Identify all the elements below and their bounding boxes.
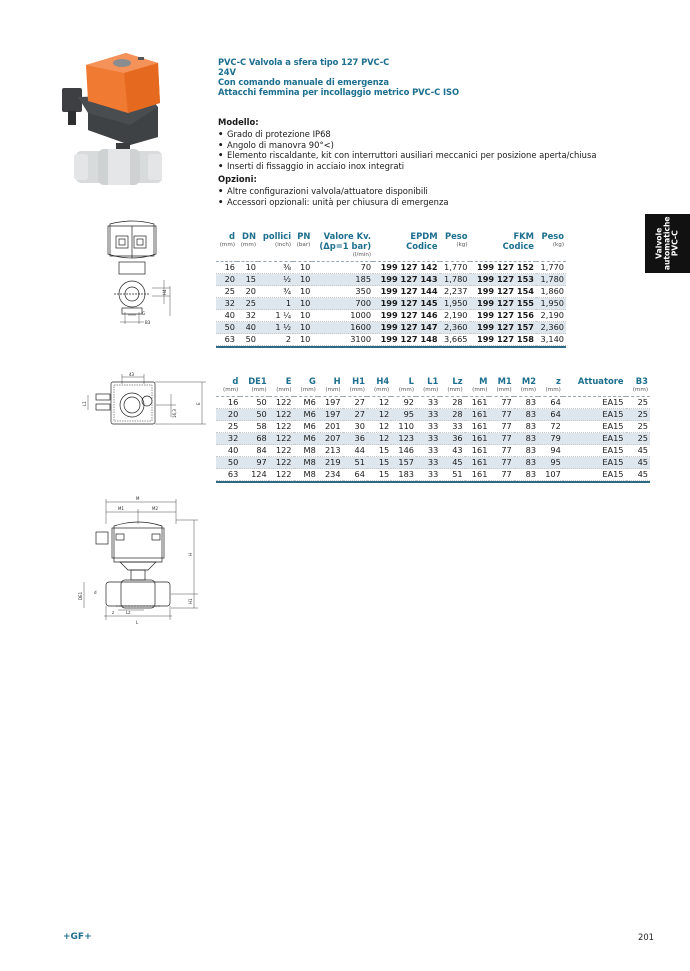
table-cell: 1,780 xyxy=(536,274,566,286)
table-cell: 50 xyxy=(240,397,268,409)
column-header: H4 (mm) xyxy=(367,376,391,397)
table-cell: 32 xyxy=(216,433,240,445)
table-cell: 201 xyxy=(318,421,343,433)
table-cell: 16 xyxy=(216,262,237,274)
table-cell: 40 xyxy=(237,322,258,334)
table-cell: M8 xyxy=(294,469,318,481)
table-cell: 36 xyxy=(440,433,464,445)
table-cell: 51 xyxy=(440,469,464,481)
model-item: • Inserti di fissaggio in acciaio inox integrati xyxy=(218,160,405,171)
table-cell: 199 127 156 xyxy=(470,310,537,322)
model-item: • Elemento riscaldante, kit con interruttori ausiliari meccanici per posizione aperta/chiusa xyxy=(218,150,597,161)
table-cell: 12 xyxy=(367,433,391,445)
option-item: • Accessori opzionali: unità per chiusura di emergenza xyxy=(218,196,449,207)
table-cell: 10 xyxy=(293,274,312,286)
table-cell: 83 xyxy=(514,421,538,433)
table-cell: 32 xyxy=(216,298,237,310)
table-cell: M8 xyxy=(294,457,318,469)
column-header: M (mm) xyxy=(465,376,490,397)
table-cell: 58 xyxy=(240,421,268,433)
gf-logo: +GF+ xyxy=(63,932,92,942)
features-section xyxy=(218,117,638,207)
table-cell: 122 xyxy=(269,421,294,433)
table-cell: 25 xyxy=(626,397,650,409)
table-cell: 157 xyxy=(391,457,416,469)
table-cell: 1 xyxy=(258,298,293,310)
title-line: 24V xyxy=(218,67,236,77)
table-cell: EA15 xyxy=(563,445,626,457)
table-cell: 25 xyxy=(216,286,237,298)
table-cell: 25 xyxy=(626,409,650,421)
table-cell: 10 xyxy=(293,262,312,274)
table-cell: 64 xyxy=(538,409,563,421)
table-cell: 64 xyxy=(343,469,367,481)
table-cell: 77 xyxy=(489,433,513,445)
table-cell: 94 xyxy=(538,445,563,457)
column-header: E (mm) xyxy=(269,376,294,397)
column-header: EPDM Codice xyxy=(373,231,440,262)
table-cell: 199 127 142 xyxy=(373,262,440,274)
table-cell: 122 xyxy=(269,445,294,457)
table-cell: 199 127 147 xyxy=(373,322,440,334)
table-cell: 79 xyxy=(538,433,563,445)
table-row xyxy=(216,445,650,457)
model-item: • Grado di protezione IP68 xyxy=(218,129,331,140)
table-cell: 199 127 143 xyxy=(373,274,440,286)
table-cell: 10 xyxy=(237,262,258,274)
table-cell: 199 127 146 xyxy=(373,310,440,322)
table-cell: 20 xyxy=(216,274,237,286)
dim-l1: L1 xyxy=(82,401,87,406)
table-cell: 10 xyxy=(293,298,312,310)
table-cell: 1,950 xyxy=(440,298,470,310)
dim-h4: H4 xyxy=(162,289,167,295)
table-cell: 1,770 xyxy=(536,262,566,274)
dim-lz: Lz xyxy=(126,610,131,615)
table-row xyxy=(216,310,566,322)
table-cell: ¾ xyxy=(258,286,293,298)
table-cell: EA15 xyxy=(563,409,626,421)
table-cell: 33 xyxy=(416,409,440,421)
table-cell: 27 xyxy=(343,397,367,409)
table-cell: 2,360 xyxy=(440,322,470,334)
table-row xyxy=(216,421,650,433)
table-cell: 161 xyxy=(465,421,490,433)
table-row xyxy=(216,274,566,286)
title-line: Attacchi femmina per incollaggio metrico PVC-C ISO xyxy=(218,87,460,97)
table-cell: 10 xyxy=(293,322,312,334)
table-cell: 40 xyxy=(216,445,240,457)
table-cell: 1 ¼ xyxy=(258,310,293,322)
table-cell: 25 xyxy=(626,433,650,445)
column-header: PN (bar) xyxy=(293,231,312,262)
table-cell: 350 xyxy=(312,286,373,298)
table-cell: 3,665 xyxy=(440,334,470,346)
table-cell: 16 xyxy=(216,397,240,409)
bullet-icon: • xyxy=(218,186,224,197)
column-header: M2 (mm) xyxy=(514,376,538,397)
side-tab-line: automatiche xyxy=(662,216,672,271)
table-cell: 28 xyxy=(440,409,464,421)
table-cell: EA15 xyxy=(563,457,626,469)
table-cell: 161 xyxy=(465,433,490,445)
table-row xyxy=(216,433,650,445)
table-cell: 183 xyxy=(391,469,416,481)
dim-m2: M2 xyxy=(152,506,158,511)
table-cell: 12 xyxy=(367,421,391,433)
dim-offset: 16,3 xyxy=(172,409,177,418)
table-cell: 45 xyxy=(626,457,650,469)
bullet-icon: • xyxy=(218,139,224,150)
table-cell: 2 xyxy=(258,334,293,346)
bullet-icon: • xyxy=(218,150,224,161)
table-cell: 10 xyxy=(293,286,312,298)
dim-g: G xyxy=(142,311,146,316)
table-cell: 50 xyxy=(240,409,268,421)
table-cell: 64 xyxy=(538,397,563,409)
product-photo xyxy=(48,45,203,190)
column-header: FKM Codice xyxy=(470,231,537,262)
table-cell: M6 xyxy=(294,397,318,409)
column-header: d (mm) xyxy=(216,376,240,397)
table-cell: 45 xyxy=(626,445,650,457)
dim-b3: B3 xyxy=(145,320,151,325)
table-cell: 199 127 148 xyxy=(373,334,440,346)
table-cell: 110 xyxy=(391,421,416,433)
column-header: DE1 (mm) xyxy=(240,376,268,397)
column-header: Peso (kg) xyxy=(440,231,470,262)
column-header: Valore Kv. (Δp=1 bar) (l/min) xyxy=(312,231,373,262)
table-cell: 32 xyxy=(237,310,258,322)
table-cell: 40 xyxy=(216,310,237,322)
table-cell: EA15 xyxy=(563,433,626,445)
table-cell: 199 127 145 xyxy=(373,298,440,310)
table-cell: 51 xyxy=(343,457,367,469)
dim-e: E xyxy=(196,402,201,405)
table-row xyxy=(216,457,650,469)
front-view-drawing xyxy=(92,216,172,328)
table-end-rule xyxy=(216,346,566,348)
column-header: G (mm) xyxy=(294,376,318,397)
table-cell: 77 xyxy=(489,469,513,481)
table-cell: 20 xyxy=(237,286,258,298)
table-cell: 1,950 xyxy=(536,298,566,310)
table-cell: 199 127 154 xyxy=(470,286,537,298)
table-cell: 161 xyxy=(465,445,490,457)
table-cell: 68 xyxy=(240,433,268,445)
table-cell: 15 xyxy=(367,445,391,457)
table-cell: 1 ½ xyxy=(258,322,293,334)
table-cell: 1,770 xyxy=(440,262,470,274)
table-cell: 77 xyxy=(489,421,513,433)
table-cell: 25 xyxy=(237,298,258,310)
table-cell: 25 xyxy=(216,421,240,433)
table-cell: 50 xyxy=(216,322,237,334)
table-row xyxy=(216,469,650,481)
table-cell: 63 xyxy=(216,334,237,346)
table-cell: M6 xyxy=(294,421,318,433)
table-cell: 199 127 157 xyxy=(470,322,537,334)
table-cell: 95 xyxy=(391,409,416,421)
table-cell: 10 xyxy=(293,334,312,346)
table-cell: 15 xyxy=(237,274,258,286)
column-header: H1 (mm) xyxy=(343,376,367,397)
dim-l: L xyxy=(136,620,139,625)
table-cell: 122 xyxy=(269,409,294,421)
table-cell: 83 xyxy=(514,457,538,469)
table-cell: 33 xyxy=(440,421,464,433)
table-cell: 77 xyxy=(489,409,513,421)
table-cell: 2,190 xyxy=(440,310,470,322)
dim-h1: H1 xyxy=(188,598,193,604)
bullet-icon: • xyxy=(218,160,224,171)
column-header: Attuatore xyxy=(563,376,626,397)
table-row xyxy=(216,397,650,409)
table-cell: 199 127 158 xyxy=(470,334,537,346)
column-header: L (mm) xyxy=(391,376,416,397)
column-header: M1 (mm) xyxy=(489,376,513,397)
page-number: 201 xyxy=(638,932,654,942)
table-cell: 2,237 xyxy=(440,286,470,298)
table-cell: 199 127 144 xyxy=(373,286,440,298)
table-cell: 97 xyxy=(240,457,268,469)
dim-43: 43 xyxy=(129,372,135,377)
dim-z: z xyxy=(112,610,115,615)
table-cell: 197 xyxy=(318,409,343,421)
table-cell: 1000 xyxy=(312,310,373,322)
table-cell: 15 xyxy=(367,469,391,481)
table-cell: 83 xyxy=(514,397,538,409)
table-cell: 77 xyxy=(489,397,513,409)
table-cell: 2,190 xyxy=(536,310,566,322)
table-cell: 70 xyxy=(312,262,373,274)
dim-m1: M1 xyxy=(118,506,124,511)
table-cell: 83 xyxy=(514,433,538,445)
table-row xyxy=(216,298,566,310)
table-cell: 700 xyxy=(312,298,373,310)
table-cell: 72 xyxy=(538,421,563,433)
table-cell: 45 xyxy=(440,457,464,469)
table-cell: 207 xyxy=(318,433,343,445)
table-row xyxy=(216,334,566,346)
table-cell: 84 xyxy=(240,445,268,457)
table-cell: 30 xyxy=(343,421,367,433)
table-cell: 161 xyxy=(465,457,490,469)
table-cell: 234 xyxy=(318,469,343,481)
table-cell: 1,780 xyxy=(440,274,470,286)
side-tab-line: Valvole xyxy=(654,227,664,260)
dimensions-table xyxy=(216,376,650,483)
table-cell: 3,140 xyxy=(536,334,566,346)
dim-h: H xyxy=(188,552,193,556)
table-cell: 33 xyxy=(416,397,440,409)
dim-de1: DE1 xyxy=(78,591,83,600)
table-cell: 83 xyxy=(514,445,538,457)
table-cell: ⅜ xyxy=(258,262,293,274)
table-cell: 33 xyxy=(416,445,440,457)
table-cell: 15 xyxy=(367,457,391,469)
table-cell: 63 xyxy=(216,469,240,481)
table-cell: 185 xyxy=(312,274,373,286)
table-cell: 28 xyxy=(440,397,464,409)
column-header: B3 (mm) xyxy=(626,376,650,397)
table-end-rule xyxy=(216,481,650,483)
model-heading: Modello: xyxy=(218,117,259,127)
table-cell: 199 127 152 xyxy=(470,262,537,274)
table-cell: 36 xyxy=(343,433,367,445)
table-row xyxy=(216,286,566,298)
table-cell: 50 xyxy=(237,334,258,346)
table-cell: EA15 xyxy=(563,469,626,481)
column-header: H (mm) xyxy=(318,376,343,397)
table-cell: 2,360 xyxy=(536,322,566,334)
top-view-drawing xyxy=(76,372,211,442)
table-row xyxy=(216,262,566,274)
table-cell: 123 xyxy=(391,433,416,445)
table-cell: 44 xyxy=(343,445,367,457)
table-cell: 33 xyxy=(416,457,440,469)
table-cell: M6 xyxy=(294,409,318,421)
table-cell: 122 xyxy=(269,397,294,409)
table-cell: ½ xyxy=(258,274,293,286)
table-cell: 12 xyxy=(367,397,391,409)
bullet-icon: • xyxy=(218,129,224,140)
table-cell: 92 xyxy=(391,397,416,409)
table-cell: 33 xyxy=(416,433,440,445)
table-cell: 146 xyxy=(391,445,416,457)
column-header: Peso (kg) xyxy=(536,231,566,262)
table-cell: 20 xyxy=(216,409,240,421)
table-cell: 122 xyxy=(269,469,294,481)
table-cell: EA15 xyxy=(563,397,626,409)
table-cell: 45 xyxy=(626,469,650,481)
product-title xyxy=(218,57,638,97)
table-cell: 25 xyxy=(626,421,650,433)
side-tab-line: PVC-C xyxy=(670,230,680,257)
table-cell: 219 xyxy=(318,457,343,469)
table-cell: 107 xyxy=(538,469,563,481)
side-view-drawing xyxy=(76,494,211,629)
table-cell: 199 127 155 xyxy=(470,298,537,310)
table-cell: 77 xyxy=(489,457,513,469)
table-cell: 1600 xyxy=(312,322,373,334)
table-cell: 50 xyxy=(216,457,240,469)
table-cell: 10 xyxy=(293,310,312,322)
bullet-icon: • xyxy=(218,196,224,207)
table-cell: EA15 xyxy=(563,421,626,433)
column-header: z (mm) xyxy=(538,376,563,397)
table-cell: 83 xyxy=(514,469,538,481)
table-row xyxy=(216,322,566,334)
table-cell: 161 xyxy=(465,409,490,421)
table-cell: 3100 xyxy=(312,334,373,346)
table-cell: 122 xyxy=(269,433,294,445)
table-cell: 213 xyxy=(318,445,343,457)
table-cell: 43 xyxy=(440,445,464,457)
table-cell: 77 xyxy=(489,445,513,457)
table-cell: 83 xyxy=(514,409,538,421)
title-line: PVC-C Valvola a sfera tipo 127 PVC-C xyxy=(218,57,390,67)
table-cell: 27 xyxy=(343,409,367,421)
table-cell: 33 xyxy=(416,421,440,433)
table-cell: M8 xyxy=(294,445,318,457)
section-side-tab xyxy=(645,214,690,273)
connector-plug xyxy=(62,88,82,112)
table-cell: 95 xyxy=(538,457,563,469)
column-header: d (mm) xyxy=(216,231,237,262)
options-heading: Opzioni: xyxy=(218,174,257,185)
dim-m: M xyxy=(136,496,140,501)
table-cell: 33 xyxy=(416,469,440,481)
title-line: Con comando manuale di emergenza xyxy=(218,77,389,87)
option-item: • Altre configurazioni valvola/attuatore disponibili xyxy=(218,186,428,197)
order-codes-table xyxy=(216,231,566,348)
table-cell: 12 xyxy=(367,409,391,421)
table-cell: 199 127 153 xyxy=(470,274,537,286)
column-header: L1 (mm) xyxy=(416,376,440,397)
table-cell: 1,860 xyxy=(536,286,566,298)
table-cell: 161 xyxy=(465,397,490,409)
table-cell: M6 xyxy=(294,433,318,445)
column-header: Lz (mm) xyxy=(440,376,464,397)
model-item: • Angolo di manovra 90°<) xyxy=(218,139,334,150)
table-row xyxy=(216,409,650,421)
table-cell: 161 xyxy=(465,469,490,481)
column-header: DN (mm) xyxy=(237,231,258,262)
dim-d: d xyxy=(94,590,97,595)
column-header: pollici (inch) xyxy=(258,231,293,262)
table-cell: 122 xyxy=(269,457,294,469)
table-cell: 124 xyxy=(240,469,268,481)
table-cell: 197 xyxy=(318,397,343,409)
